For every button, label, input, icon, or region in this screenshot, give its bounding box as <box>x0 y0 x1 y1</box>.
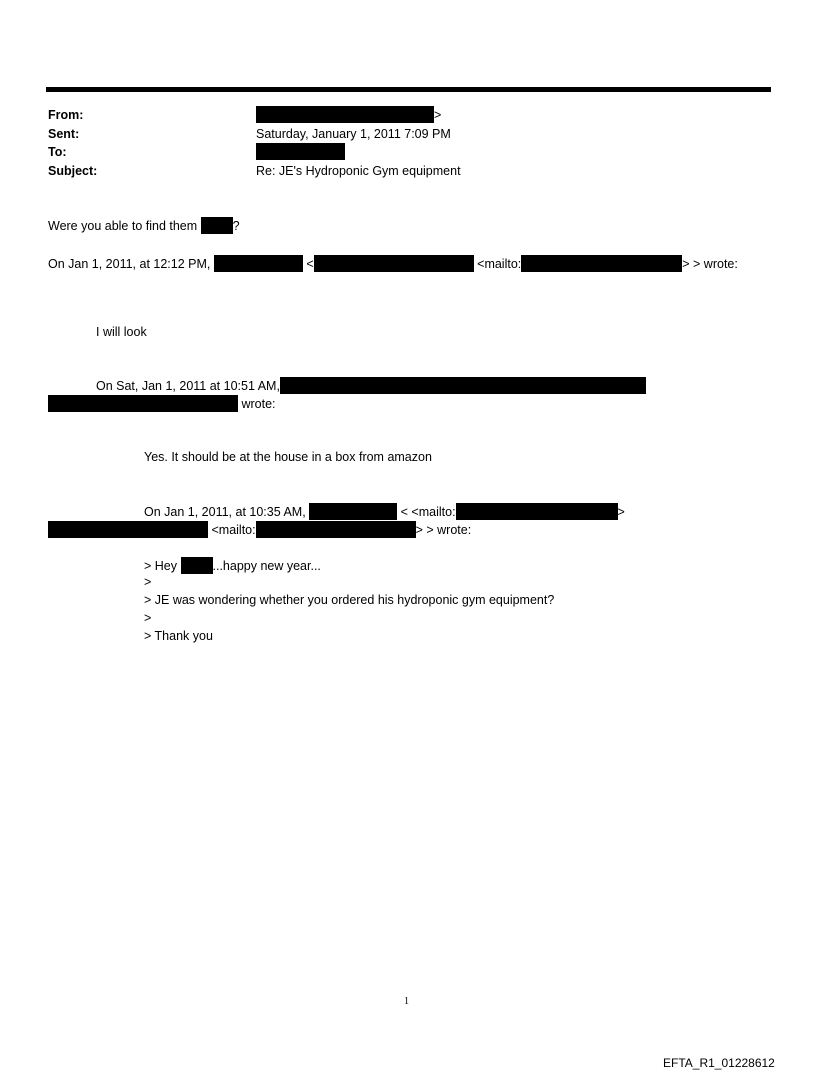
quote1-line1 <box>96 377 646 394</box>
redaction <box>181 557 213 574</box>
redaction <box>256 106 434 123</box>
quoted-je: > JE was wondering whether you ordered his hydroponic gym equipment? <box>144 593 555 607</box>
happy-new-year-text: ...happy new year... <box>212 559 321 573</box>
quote2-mailto: < <mailto: <box>400 505 456 519</box>
attribution-text: On Jan 1, 2011, at 12:12 PM, <box>48 257 211 271</box>
reply-i-will-look: I will look <box>96 325 147 339</box>
quote2-line2 <box>48 521 471 538</box>
redaction <box>201 217 233 234</box>
quoted-gt-1: > <box>144 575 152 589</box>
question-mark: ? <box>232 219 240 233</box>
subject-value: Re: JE's Hydroponic Gym equipment <box>256 164 461 178</box>
sent-value: Saturday, January 1, 2011 7:09 PM <box>256 127 451 141</box>
header-rule <box>46 87 771 92</box>
redaction <box>214 255 303 272</box>
redaction <box>314 255 474 272</box>
quote2-wrote: > > wrote: <box>415 523 472 537</box>
quote2-line1 <box>144 503 625 520</box>
body-line-question <box>48 217 240 234</box>
document-id: EFTA_R1_01228612 <box>663 1056 775 1070</box>
question-text: Were you able to find them <box>48 219 198 233</box>
quote2-mailto-2: <mailto: <box>211 523 256 537</box>
quoted-gt-2: > <box>144 611 152 625</box>
redaction <box>280 377 646 394</box>
quote1-attribution: On Sat, Jan 1, 2011 at 10:51 AM, <box>96 379 280 393</box>
redaction <box>521 255 682 272</box>
lt-symbol: < <box>306 257 314 271</box>
to-label: To: <box>48 145 67 159</box>
reply-yes: Yes. It should be at the house in a box from amazon <box>144 450 432 464</box>
redaction <box>48 521 208 538</box>
quote2-attribution: On Jan 1, 2011, at 10:35 AM, <box>144 505 306 519</box>
quoted-hey <box>144 557 321 574</box>
wrote-text: > > wrote: <box>682 257 738 271</box>
page-number: 1 <box>404 996 409 1007</box>
from-value <box>256 106 441 123</box>
redaction <box>456 503 618 520</box>
from-suffix: > <box>434 108 442 122</box>
from-label: From: <box>48 108 84 122</box>
sent-label: Sent: <box>48 127 80 141</box>
quote1-line2 <box>48 395 276 412</box>
redaction <box>256 521 416 538</box>
hey-text: > Hey <box>144 559 178 573</box>
quoted-thanks: > Thank you <box>144 629 213 643</box>
redaction <box>309 503 397 520</box>
gt-symbol: > <box>617 505 625 519</box>
redaction <box>48 395 238 412</box>
body-line-attribution <box>48 255 738 272</box>
quote1-wrote: wrote: <box>241 397 276 411</box>
subject-label: Subject: <box>48 164 98 178</box>
mailto-text: <mailto: <box>477 257 522 271</box>
to-redaction <box>256 143 345 160</box>
